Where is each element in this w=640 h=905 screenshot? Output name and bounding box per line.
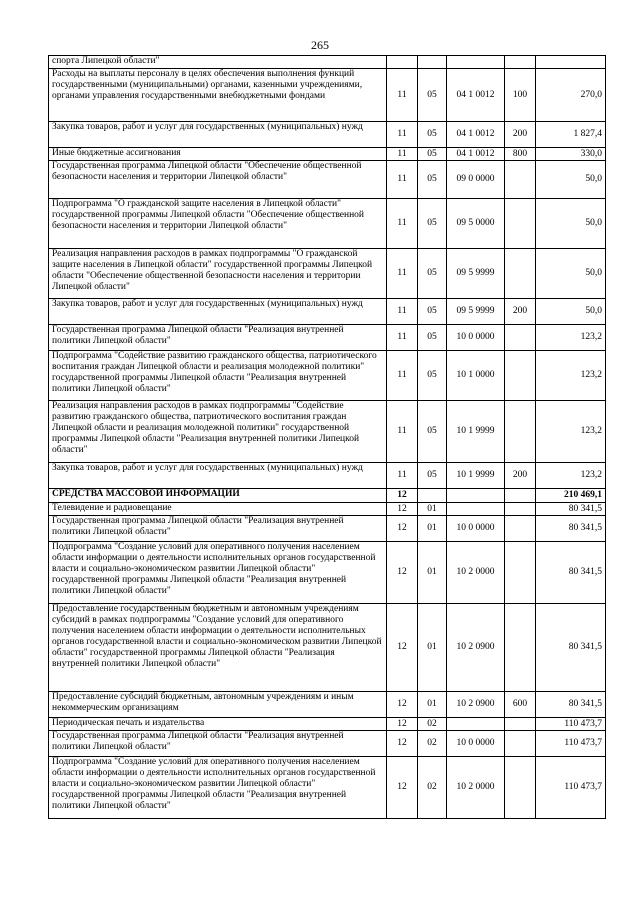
table-row	[49, 325, 606, 351]
row-ministry-code-cell: 12	[387, 516, 418, 542]
row-sum-cell: 80 341,5	[536, 503, 606, 516]
table-row	[49, 148, 606, 161]
row-section-code-cell: 05	[418, 401, 447, 463]
row-name-cell: Телевидение и радиовещание	[49, 503, 387, 516]
budget-table	[48, 55, 606, 819]
row-sum-cell: 80 341,5	[536, 542, 606, 604]
row-section-code-cell: 05	[418, 463, 447, 489]
row-ministry-code-cell: 11	[387, 199, 418, 249]
row-name-cell: Подпрограмма "Создание условий для оперативного получения населением области информации о деятельности исполнительных органов государственной власти и социально-экономическом развитии Липецкой области" государственной программы Липецкой области "Реализация внутренней политики Липецкой области"	[49, 542, 387, 604]
row-ministry-code-cell: 11	[387, 122, 418, 148]
row-section-code-cell: 01	[418, 542, 447, 604]
table-row	[49, 199, 606, 249]
row-section-code-cell	[418, 489, 447, 503]
row-name-cell: Государственная программа Липецкой области "Реализация внутренней политики Липецкой области"	[49, 325, 387, 351]
table-row	[49, 401, 606, 463]
row-expense-type-cell: 200	[505, 299, 536, 325]
row-name-cell: Государственная программа Липецкой области "Реализация внутренней политики Липецкой области"	[49, 731, 387, 757]
row-ministry-code-cell: 12	[387, 731, 418, 757]
row-sum-cell: 50,0	[536, 249, 606, 299]
page-number: 265	[311, 38, 329, 52]
row-name-cell: Периодическая печать и издательства	[49, 718, 387, 731]
row-section-code-cell: 05	[418, 148, 447, 161]
row-ministry-code-cell: 12	[387, 692, 418, 718]
row-sum-cell: 210 469,1	[536, 489, 606, 503]
table-row	[49, 249, 606, 299]
row-section-code-cell: 01	[418, 692, 447, 718]
row-ministry-code-cell: 11	[387, 351, 418, 401]
row-sum-cell: 80 341,5	[536, 516, 606, 542]
row-name-cell: Государственная программа Липецкой области "Обеспечение общественной безопасности населения и территории Липецкой области"	[49, 161, 387, 199]
row-section-code-cell: 01	[418, 516, 447, 542]
row-name-cell: Реализация направления расходов в рамках подпрограммы "О гражданской защите населения в Липецкой области" государственной программы Липецкой области "Обеспечение общественной безопасности населения и территории Липецкой области"	[49, 249, 387, 299]
row-section-code-cell: 05	[418, 299, 447, 325]
row-sum-cell: 110 473,7	[536, 731, 606, 757]
row-expense-type-cell	[505, 757, 536, 819]
row-target-code-cell: 09 5 9999	[447, 249, 505, 299]
row-ministry-code-cell: 12	[387, 757, 418, 819]
row-section-code-cell: 05	[418, 249, 447, 299]
row-sum-cell: 123,2	[536, 401, 606, 463]
row-sum-cell: 123,2	[536, 351, 606, 401]
table-row	[49, 731, 606, 757]
row-target-code-cell: 10 0 0000	[447, 516, 505, 542]
row-target-code-cell: 10 1 9999	[447, 401, 505, 463]
row-section-code-cell: 05	[418, 325, 447, 351]
row-sum-cell	[536, 56, 606, 69]
table-row	[49, 757, 606, 819]
row-name-cell: Подпрограмма "О гражданской защите населения в Липецкой области" государственной программы Липецкой области "Обеспечение общественной безопасности населения и территории Липецкой области"	[49, 199, 387, 249]
row-target-code-cell: 09 5 0000	[447, 199, 505, 249]
row-sum-cell: 50,0	[536, 161, 606, 199]
row-expense-type-cell	[505, 718, 536, 731]
row-sum-cell: 80 341,5	[536, 692, 606, 718]
row-target-code-cell	[447, 718, 505, 731]
row-name-cell: Реализация направления расходов в рамках подпрограммы "Содействие развитию гражданского общества, патриотического воспитания граждан Липецкой области и реализация молодежной политики" государственной программы Липецкой области "Реализация внутренней политики Липецкой области"	[49, 401, 387, 463]
table-row	[49, 516, 606, 542]
row-ministry-code-cell: 12	[387, 503, 418, 516]
row-name-cell: Закупка товаров, работ и услуг для государственных (муниципальных) нужд	[49, 122, 387, 148]
table-row	[49, 69, 606, 122]
row-target-code-cell	[447, 489, 505, 503]
row-expense-type-cell	[505, 199, 536, 249]
row-expense-type-cell	[505, 161, 536, 199]
row-target-code-cell: 10 0 0000	[447, 731, 505, 757]
row-ministry-code-cell: 12	[387, 542, 418, 604]
row-target-code-cell: 10 2 0000	[447, 542, 505, 604]
row-target-code-cell: 10 2 0900	[447, 692, 505, 718]
row-expense-type-cell: 100	[505, 69, 536, 122]
row-sum-cell: 330,0	[536, 148, 606, 161]
budget-table-body	[49, 56, 606, 819]
row-expense-type-cell: 200	[505, 122, 536, 148]
row-sum-cell: 50,0	[536, 299, 606, 325]
row-sum-cell: 123,2	[536, 463, 606, 489]
row-target-code-cell: 10 1 9999	[447, 463, 505, 489]
row-target-code-cell: 10 0 0000	[447, 325, 505, 351]
row-name-cell: Предоставление субсидий бюджетным, автономным учреждениям и иным некоммерческим организациям	[49, 692, 387, 718]
row-section-code-cell: 05	[418, 122, 447, 148]
row-name-cell: Закупка товаров, работ и услуг для государственных (муниципальных) нужд	[49, 299, 387, 325]
row-ministry-code-cell	[387, 56, 418, 69]
row-name-cell: Государственная программа Липецкой области "Реализация внутренней политики Липецкой области"	[49, 516, 387, 542]
row-target-code-cell: 04 1 0012	[447, 148, 505, 161]
table-row	[49, 161, 606, 199]
row-expense-type-cell	[505, 503, 536, 516]
row-sum-cell: 50,0	[536, 199, 606, 249]
row-name-cell: Предоставление государственным бюджетным и автономным учреждениям субсидий в рамках подпрограммы "Создание условий для оперативного получения населением области информации о деятельности исполнительных органов государственной власти и социально-экономическом развитии Липецкой области" государственной программы Липецкой области "Реализация внутренней политики Липецкой области"	[49, 604, 387, 692]
table-row	[49, 604, 606, 692]
table-row	[49, 489, 606, 503]
row-name-cell: Расходы на выплаты персоналу в целях обеспечения выполнения функций государственными (муниципальными) органами, казенными учреждениями, органами управления государственными внебюджетными фондами	[49, 69, 387, 122]
row-sum-cell: 270,0	[536, 69, 606, 122]
row-section-code-cell: 02	[418, 757, 447, 819]
row-expense-type-cell	[505, 731, 536, 757]
row-section-code-cell: 01	[418, 503, 447, 516]
row-expense-type-cell: 200	[505, 463, 536, 489]
row-target-code-cell: 09 0 0000	[447, 161, 505, 199]
row-section-code-cell: 02	[418, 718, 447, 731]
row-name-cell: спорта Липецкой области"	[49, 56, 387, 69]
row-target-code-cell	[447, 56, 505, 69]
row-section-code-cell: 05	[418, 199, 447, 249]
table-row	[49, 503, 606, 516]
row-expense-type-cell	[505, 351, 536, 401]
table-row	[49, 692, 606, 718]
row-ministry-code-cell: 11	[387, 249, 418, 299]
row-expense-type-cell: 800	[505, 148, 536, 161]
row-ministry-code-cell: 11	[387, 69, 418, 122]
row-ministry-code-cell: 11	[387, 148, 418, 161]
row-expense-type-cell	[505, 604, 536, 692]
row-ministry-code-cell: 11	[387, 299, 418, 325]
row-ministry-code-cell: 11	[387, 161, 418, 199]
row-target-code-cell: 10 1 0000	[447, 351, 505, 401]
row-expense-type-cell	[505, 489, 536, 503]
row-target-code-cell: 10 2 0000	[447, 757, 505, 819]
row-target-code-cell	[447, 503, 505, 516]
row-ministry-code-cell: 11	[387, 463, 418, 489]
row-name-cell: СРЕДСТВА МАССОВОЙ ИНФОРМАЦИИ	[49, 489, 387, 503]
row-ministry-code-cell: 12	[387, 604, 418, 692]
row-expense-type-cell	[505, 56, 536, 69]
row-section-code-cell: 05	[418, 69, 447, 122]
row-target-code-cell: 10 2 0900	[447, 604, 505, 692]
row-name-cell: Закупка товаров, работ и услуг для государственных (муниципальных) нужд	[49, 463, 387, 489]
table-row	[49, 351, 606, 401]
row-expense-type-cell	[505, 249, 536, 299]
row-ministry-code-cell: 11	[387, 401, 418, 463]
table-row	[49, 718, 606, 731]
row-section-code-cell: 02	[418, 731, 447, 757]
row-section-code-cell: 01	[418, 604, 447, 692]
row-expense-type-cell	[505, 542, 536, 604]
row-expense-type-cell	[505, 516, 536, 542]
table-row	[49, 56, 606, 69]
table-row	[49, 463, 606, 489]
row-expense-type-cell: 600	[505, 692, 536, 718]
row-name-cell: Подпрограмма "Содействие развитию гражданского общества, патриотического воспитания граждан Липецкой области и реализация молодежной политики" государственной программы Липецкой области "Реализация внутренней политики Липецкой области"	[49, 351, 387, 401]
row-section-code-cell	[418, 56, 447, 69]
row-ministry-code-cell: 12	[387, 489, 418, 503]
row-ministry-code-cell: 11	[387, 325, 418, 351]
row-sum-cell: 110 473,7	[536, 718, 606, 731]
row-target-code-cell: 09 5 9999	[447, 299, 505, 325]
row-target-code-cell: 04 1 0012	[447, 122, 505, 148]
row-sum-cell: 80 341,5	[536, 604, 606, 692]
table-row	[49, 299, 606, 325]
row-ministry-code-cell: 12	[387, 718, 418, 731]
row-name-cell: Подпрограмма "Создание условий для оперативного получения населением области информации о деятельности исполнительных органов государственной власти и социально-экономическом развитии Липецкой области" государственной программы Липецкой области "Реализация внутренней политики Липецкой области"	[49, 757, 387, 819]
table-row	[49, 122, 606, 148]
row-section-code-cell: 05	[418, 161, 447, 199]
row-expense-type-cell	[505, 325, 536, 351]
row-sum-cell: 110 473,7	[536, 757, 606, 819]
table-row	[49, 542, 606, 604]
row-sum-cell: 1 827,4	[536, 122, 606, 148]
row-target-code-cell: 04 1 0012	[447, 69, 505, 122]
row-name-cell: Иные бюджетные ассигнования	[49, 148, 387, 161]
row-section-code-cell: 05	[418, 351, 447, 401]
row-expense-type-cell	[505, 401, 536, 463]
row-sum-cell: 123,2	[536, 325, 606, 351]
